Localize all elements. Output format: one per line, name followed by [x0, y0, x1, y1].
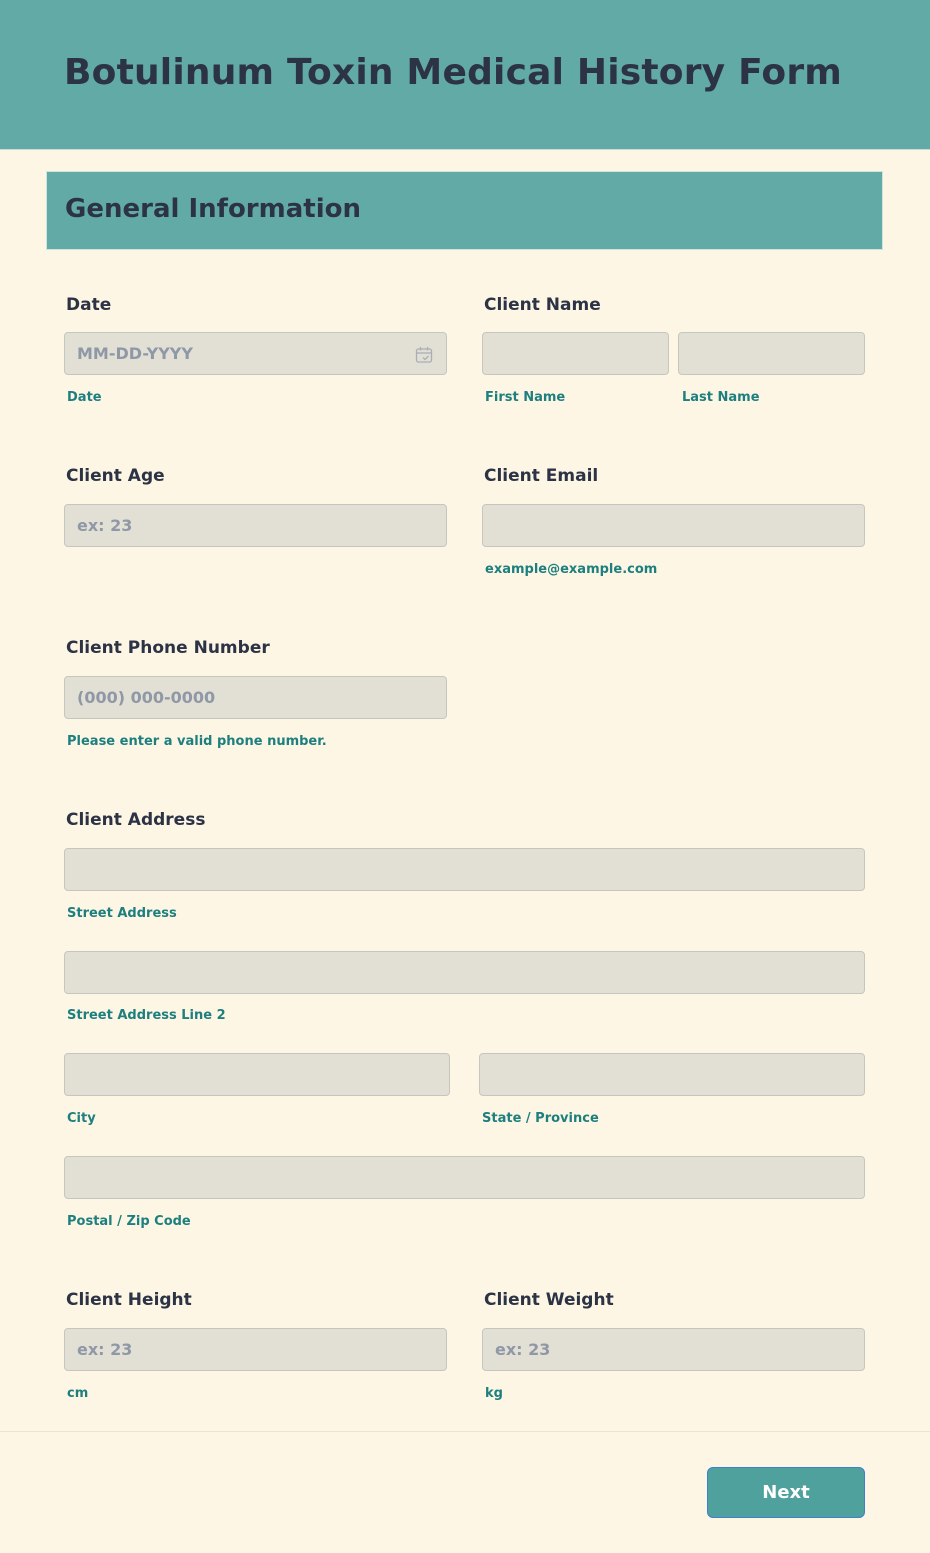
client-weight-input[interactable] — [482, 1328, 865, 1371]
last-name-input[interactable] — [678, 332, 865, 375]
street-address-input[interactable] — [64, 848, 865, 891]
client-email-label: Client Email — [484, 466, 599, 486]
footer-divider — [0, 1431, 930, 1432]
last-name-sublabel: Last Name — [682, 390, 760, 405]
first-name-sublabel: First Name — [485, 390, 566, 405]
client-email-input[interactable] — [482, 504, 865, 547]
street-address-line2-input[interactable] — [64, 951, 865, 994]
client-height-unit: cm — [67, 1386, 89, 1401]
form-title: Botulinum Toxin Medical History Form — [64, 52, 843, 93]
state-province-input[interactable] — [479, 1053, 865, 1096]
client-age-input[interactable] — [64, 504, 447, 547]
city-sublabel: City — [67, 1111, 96, 1126]
section-header — [46, 171, 883, 250]
client-age-label: Client Age — [66, 466, 165, 486]
date-input[interactable] — [64, 332, 447, 375]
next-button[interactable]: Next — [707, 1467, 865, 1518]
state-province-sublabel: State / Province — [482, 1111, 599, 1126]
street-address-line2-sublabel: Street Address Line 2 — [67, 1008, 226, 1023]
street-address-sublabel: Street Address — [67, 906, 177, 921]
client-name-label: Client Name — [484, 295, 601, 315]
client-phone-label: Client Phone Number — [66, 638, 270, 658]
client-phone-input[interactable] — [64, 676, 447, 719]
form-header — [0, 0, 930, 150]
city-input[interactable] — [64, 1053, 450, 1096]
client-weight-unit: kg — [485, 1386, 503, 1401]
calendar-icon[interactable] — [415, 346, 433, 364]
client-height-input[interactable] — [64, 1328, 447, 1371]
client-address-label: Client Address — [66, 810, 206, 830]
date-label: Date — [66, 295, 112, 315]
first-name-input[interactable] — [482, 332, 669, 375]
client-weight-label: Client Weight — [484, 1290, 614, 1310]
postal-code-input[interactable] — [64, 1156, 865, 1199]
client-height-label: Client Height — [66, 1290, 192, 1310]
client-phone-sublabel: Please enter a valid phone number. — [67, 734, 327, 749]
client-email-sublabel: example@example.com — [485, 562, 658, 577]
date-sublabel: Date — [67, 390, 102, 405]
postal-code-sublabel: Postal / Zip Code — [67, 1214, 191, 1229]
section-title: General Information — [65, 194, 361, 224]
